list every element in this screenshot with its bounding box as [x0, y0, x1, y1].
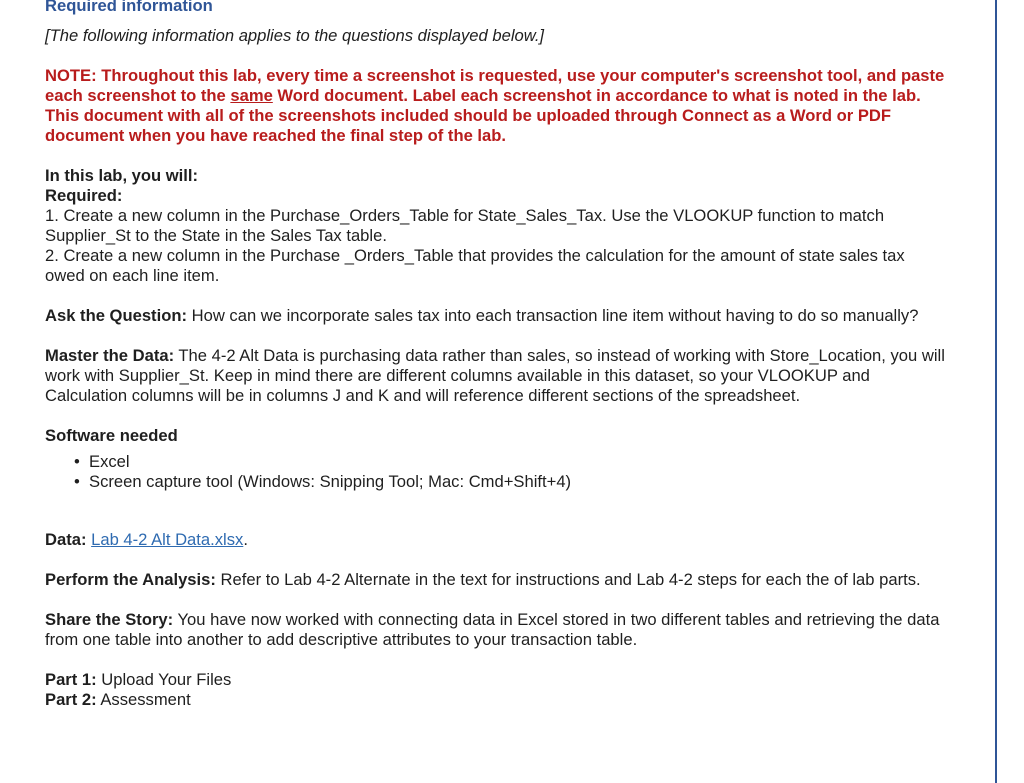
master-label: Master the Data:: [45, 346, 175, 365]
software-list: [45, 452, 945, 492]
list-spacer: [45, 492, 945, 530]
ask-the-question: [45, 306, 945, 326]
ask-label: Ask the Question:: [45, 306, 187, 325]
required-label: Required:: [45, 186, 123, 205]
software-needed-section: [45, 426, 945, 530]
share-the-story: [45, 610, 945, 650]
ask-text: How can we incorporate sales tax into each transaction line item without having to do so manually?: [187, 306, 919, 325]
requirement-item-2: 2. Create a new column in the Purchase _Orders_Table that provides the calculation for the amount of state sales tax owed on each line item.: [45, 246, 905, 285]
note-text-start: NOTE: Throughout this lab, every time a screenshot is requested, use your computer's screenshot tool, and paste each screenshot to the: [45, 66, 945, 105]
data-label: Data:: [45, 530, 87, 549]
perform-label: Perform the Analysis:: [45, 570, 216, 589]
lab-intro-label: In this lab, you will:: [45, 166, 199, 185]
lab-parts: [45, 670, 945, 710]
perform-text: Refer to Lab 4-2 Alternate in the text for instructions and Lab 4-2 steps for each the of lab parts.: [215, 570, 921, 589]
perform-the-analysis: [45, 570, 945, 590]
software-item-excel: Excel: [89, 452, 130, 471]
data-suffix: .: [243, 530, 248, 549]
required-information-heading: Required information: [45, 0, 213, 15]
master-text: The 4-2 Alt Data is purchasing data rather than sales, so instead of working with Store_Location, you will work with Supplier_St. Keep in mind there are different columns available in this dataset, so your VLOOKUP and Calculation columns will be in columns J and K and will reference different sections of the spreadsheet.: [45, 346, 945, 405]
data-file-link[interactable]: Lab 4-2 Alt Data.xlsx: [91, 530, 244, 549]
bullet-icon: •: [74, 452, 80, 471]
question-content: [45, 0, 945, 710]
share-label: Share the Story:: [45, 610, 174, 629]
lab-note: [45, 66, 945, 146]
part-2-label: Part 2:: [45, 690, 97, 709]
share-text: You have now worked with connecting data in Excel stored in two different tables and retrieving the data from one table into another to add descriptive attributes to your transaction table.: [45, 610, 940, 649]
part-1-line: [45, 670, 945, 690]
software-item-screen-capture: Screen capture tool (Windows: Snipping Tool; Mac: Cmd+Shift+4): [89, 472, 572, 491]
part-1-text: Upload Your Files: [96, 670, 232, 689]
list-item: [74, 472, 945, 492]
note-text-end: Word document. Label each screenshot in accordance to what is noted in the lab. This document with all of the screenshots included should be uploaded through Connect as a Word or PDF document when you have reached the final step of the lab.: [45, 86, 921, 145]
software-label: Software needed: [45, 426, 178, 445]
right-border-rule: [995, 0, 997, 783]
intro-text: [The following information applies to the questions displayed below.]: [45, 26, 545, 45]
requirement-item-1: 1. Create a new column in the Purchase_Orders_Table for State_Sales_Tax. Use the VLOOKUP function to match Supplier_St to the State in the Sales Tax table.: [45, 206, 885, 245]
lab-requirements: [45, 166, 945, 286]
part-2-text: Assessment: [96, 690, 191, 709]
note-underlined-word: same: [230, 86, 273, 105]
master-the-data: [45, 346, 945, 406]
bullet-icon: •: [74, 472, 80, 491]
part-2-line: [45, 690, 945, 710]
data-file-line: [45, 530, 945, 550]
part-1-label: Part 1:: [45, 670, 97, 689]
list-item: [74, 452, 945, 472]
